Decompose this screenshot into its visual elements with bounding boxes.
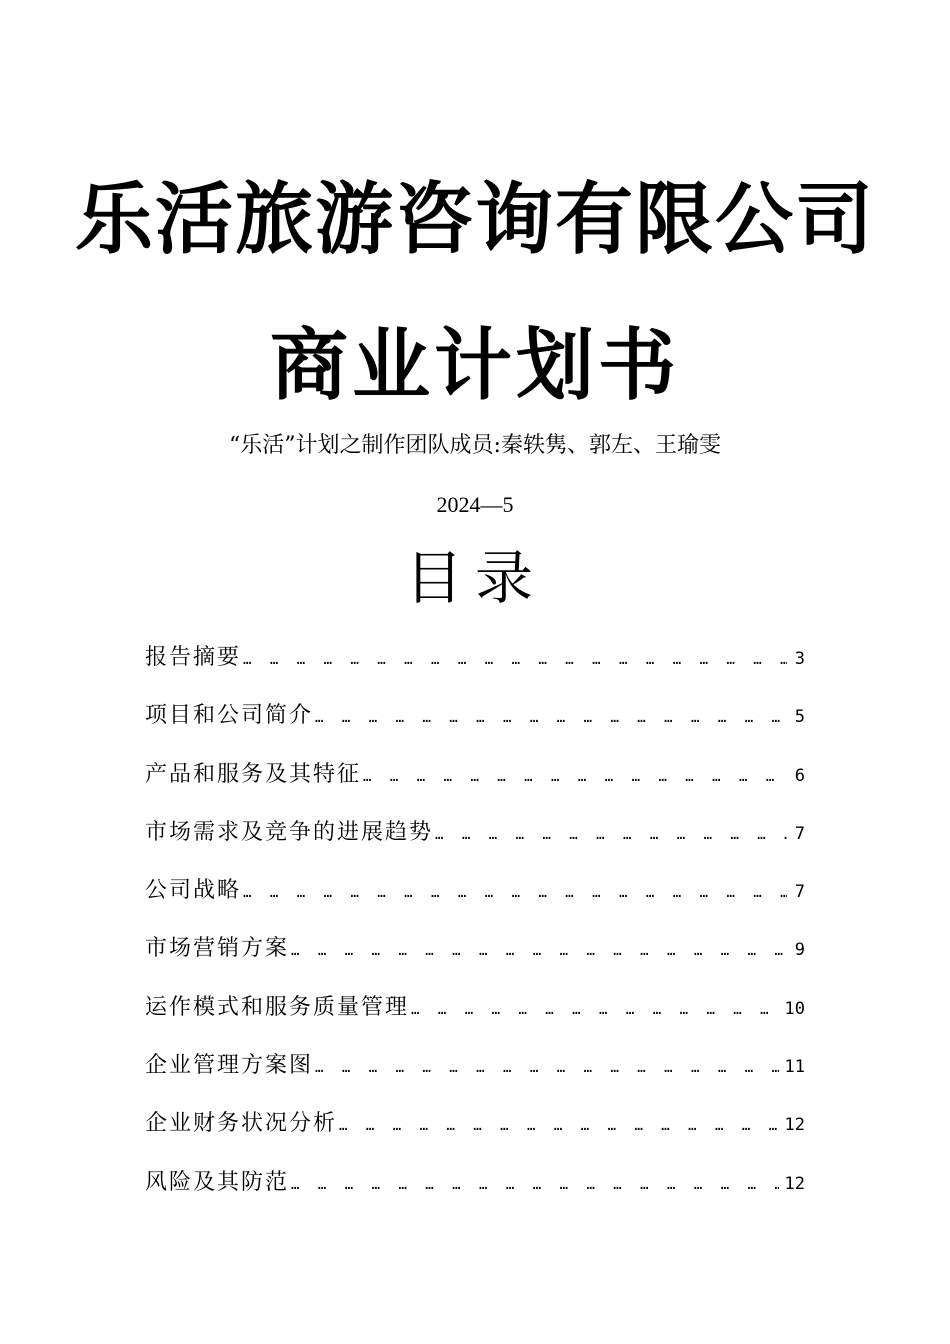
toc-item-market-trends[interactable] bbox=[145, 815, 805, 873]
toc-dot-leader bbox=[363, 759, 787, 795]
toc-item-strategy[interactable] bbox=[145, 873, 805, 931]
toc-item-label: 公司战略 bbox=[145, 878, 242, 904]
toc-dot-leader bbox=[435, 817, 787, 853]
toc-item-management-chart[interactable] bbox=[145, 1048, 805, 1106]
plan-title: 商业计划书 bbox=[269, 320, 680, 411]
toc-item-label: 风险及其防范 bbox=[145, 1169, 290, 1195]
toc-item-page: 9 bbox=[794, 940, 805, 961]
toc-dot-leader bbox=[411, 992, 779, 1028]
toc-dot-leader bbox=[243, 875, 787, 911]
toc-item-page: 12 bbox=[784, 1115, 805, 1136]
toc-item-page: 6 bbox=[794, 765, 805, 786]
team-members-line: “乐活”计划之制作团队成员:秦轶隽、郭左、王瑜雯 bbox=[229, 433, 721, 458]
toc-item-label: 企业管理方案图 bbox=[145, 1053, 314, 1079]
toc-item-label: 产品和服务及其特征 bbox=[145, 761, 362, 787]
toc-item-label: 市场需求及竞争的进展趋势 bbox=[145, 819, 434, 845]
toc-item-label: 项目和公司简介 bbox=[145, 703, 314, 729]
toc-item-page: 3 bbox=[794, 649, 805, 669]
toc-item-operations[interactable] bbox=[145, 990, 805, 1048]
toc-item-finance[interactable] bbox=[145, 1106, 805, 1164]
company-title: 乐活旅游咨询有限公司 bbox=[74, 174, 875, 265]
toc-dot-leader bbox=[291, 1167, 779, 1203]
toc-item-intro[interactable] bbox=[145, 698, 805, 756]
toc-dot-leader bbox=[315, 700, 787, 736]
toc-item-page: 7 bbox=[794, 882, 805, 903]
toc-dot-leader bbox=[339, 1108, 779, 1144]
toc-item-label: 运作模式和服务质量管理 bbox=[145, 994, 410, 1020]
toc-item-label: 市场营销方案 bbox=[145, 936, 290, 962]
toc-item-page: 5 bbox=[794, 707, 805, 728]
toc-dot-leader bbox=[243, 642, 787, 678]
toc-dot-leader bbox=[315, 1050, 779, 1086]
table-of-contents bbox=[145, 640, 805, 1223]
document-date: 2024—5 bbox=[436, 492, 514, 517]
toc-item-page: 12 bbox=[784, 1173, 805, 1194]
toc-item-label: 企业财务状况分析 bbox=[145, 1111, 338, 1137]
toc-item-page: 7 bbox=[794, 823, 805, 844]
toc-item-page: 11 bbox=[784, 1057, 805, 1078]
toc-item-summary[interactable] bbox=[145, 640, 805, 698]
toc-item-risk[interactable] bbox=[145, 1165, 805, 1223]
toc-item-label: 报告摘要 bbox=[145, 645, 242, 670]
toc-item-marketing[interactable] bbox=[145, 931, 805, 989]
toc-dot-leader bbox=[291, 933, 787, 969]
toc-heading: 目录 bbox=[404, 544, 545, 612]
toc-item-products[interactable] bbox=[145, 757, 805, 815]
toc-item-page: 10 bbox=[784, 998, 805, 1019]
